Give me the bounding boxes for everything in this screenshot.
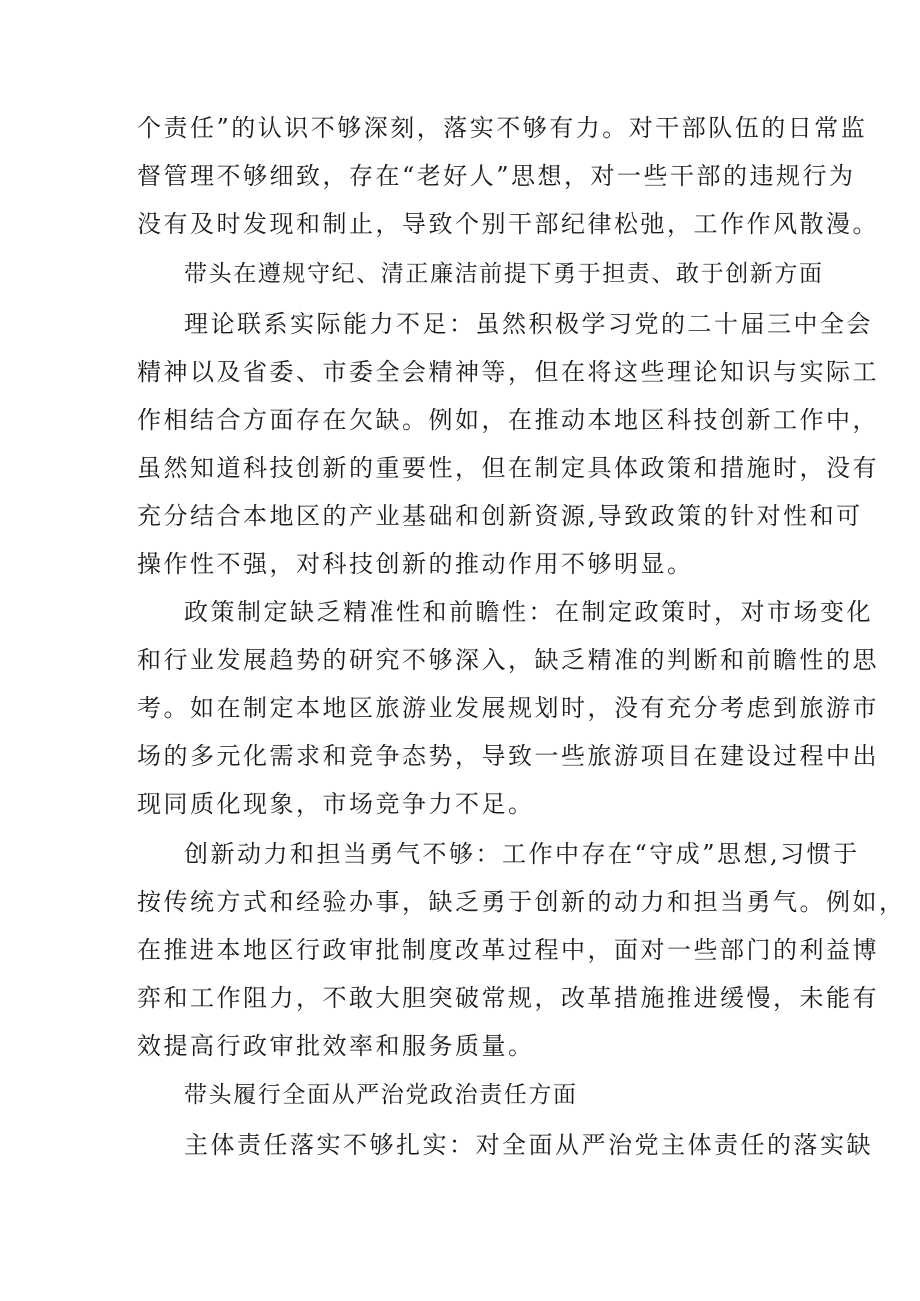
- paragraph-line: 督管理不够细致，存在“老好人”思想，对一些干部的违规行为: [137, 162, 856, 190]
- section-heading: 带头在遵规守纪、清正廉洁前提下勇于担责、敢于创新方面: [184, 261, 824, 287]
- paragraph-line: 个责任”的认识不够深刻，落实不够有力。对干部队伍的日常监: [137, 114, 868, 142]
- paragraph-line: 创新动力和担当勇气不够：工作中存在“守成”思想,习惯于: [184, 840, 860, 868]
- paragraph-line: 现同质化现象，市场竞争力不足。: [137, 790, 535, 818]
- paragraph-line: 主体责任落实不够扎实：对全面从严治党主体责任的落实缺: [184, 1131, 873, 1159]
- paragraph-line: 理论联系实际能力不足：虽然积极学习党的二十届三中全会: [184, 310, 873, 338]
- paragraph-line: 虽然知道科技创新的重要性，但在制定具体政策和措施时，没有: [137, 454, 879, 482]
- paragraph-line: 作相结合方面存在欠缺。例如，在推动本地区科技创新工作中，: [137, 406, 879, 434]
- paragraph-line: 充分结合本地区的产业基础和创新资源,导致政策的针对性和可: [137, 502, 863, 530]
- paragraph-line: 场的多元化需求和竞争态势，导致一些旅游项目在建设过程中出: [137, 742, 879, 770]
- paragraph-line: 政策制定缺乏精准性和前瞻性：在制定政策时，对市场变化: [184, 598, 873, 626]
- paragraph-line: 按传统方式和经验办事，缺乏勇于创新的动力和担当勇气。例如，: [137, 888, 906, 916]
- paragraph-line: 操作性不强，对科技创新的推动作用不够明显。: [137, 550, 694, 578]
- paragraph-line: 考。如在制定本地区旅游业发展规划时，没有充分考虑到旅游市: [137, 694, 879, 722]
- paragraph-line: 弈和工作阻力，不敢大胆突破常规，改革措施推进缓慢，未能有: [137, 984, 879, 1012]
- paragraph-line: 精神以及省委、市委全会精神等，但在将这些理论知识与实际工: [137, 358, 879, 386]
- paragraph-line: 没有及时发现和制止，导致个别干部纪律松弛，工作作风散漫。: [137, 210, 879, 238]
- paragraph-line: 在推进本地区行政审批制度改革过程中，面对一些部门的利益博: [137, 936, 879, 964]
- paragraph-line: 效提高行政审批效率和服务质量。: [137, 1032, 535, 1060]
- paragraph-line: 和行业发展趋势的研究不够深入，缺乏精准的判断和前瞻性的思: [137, 646, 879, 674]
- section-heading: 带头履行全面从严治党政治责任方面: [184, 1082, 578, 1108]
